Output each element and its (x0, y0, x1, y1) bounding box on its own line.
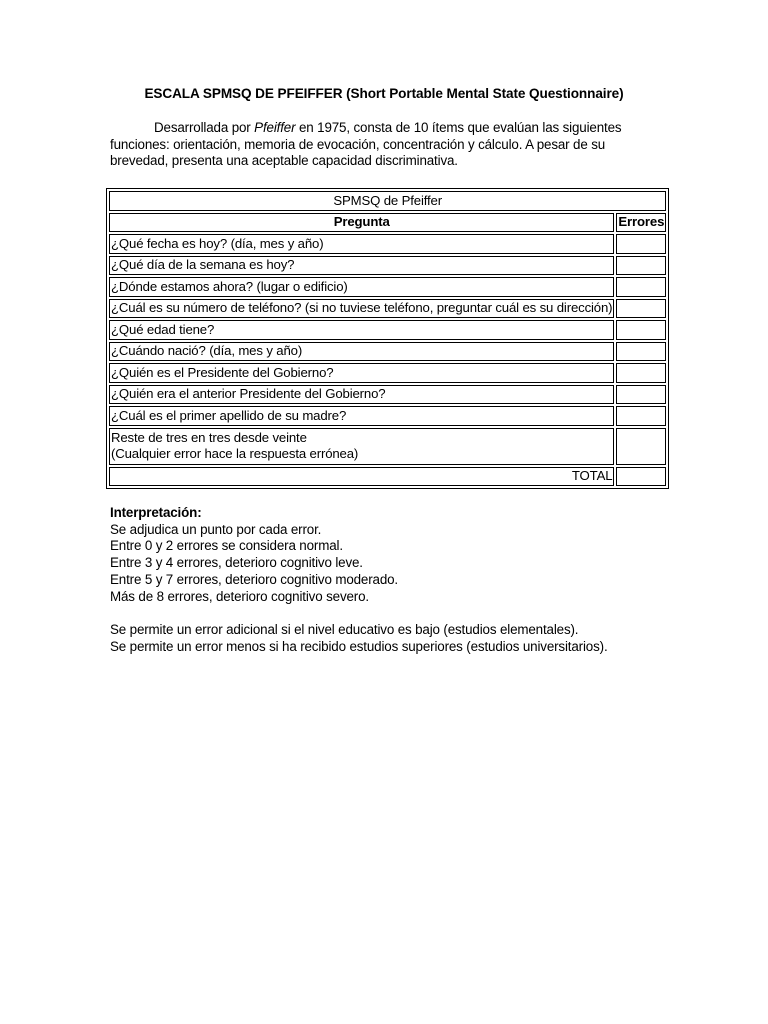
total-label: TOTAL (109, 467, 614, 487)
column-header-errors: Errores (616, 213, 666, 233)
errors-cell[interactable] (616, 406, 666, 426)
interpretation-line: Se adjudica un punto por cada error. (110, 521, 322, 537)
question-cell: ¿Quién era el anterior Presidente del Gobierno? (109, 385, 614, 405)
intro-text-before: Desarrollada por (154, 120, 255, 135)
table-row (109, 342, 666, 362)
table-row (109, 406, 666, 426)
subtraction-line-2: (Cualquier error hace la respuesta errónea) (111, 446, 359, 461)
table-row (109, 277, 666, 297)
interpretation-line: Entre 3 y 4 errores, deterioro cognitivo leve. (110, 555, 363, 571)
subtraction-line-1: Reste de tres en tres desde veinte (111, 429, 307, 445)
errors-cell[interactable] (616, 234, 666, 254)
question-cell: ¿Qué fecha es hoy? (día, mes y año) (109, 234, 614, 254)
interpretation-section (110, 505, 670, 605)
question-cell: ¿Cuál es el primer apellido de su madre? (109, 406, 614, 426)
intro-text-after: en 1975, consta de 10 ítems que evalúan las siguientes funciones: orientación, memoria de evocación, concentración y cálculo. A pesar de su brevedad, presenta una aceptable capacidad discriminativa. (110, 120, 622, 169)
intro-paragraph (110, 120, 658, 170)
total-errors-cell[interactable] (616, 467, 666, 487)
errors-cell[interactable] (616, 363, 666, 383)
question-cell: ¿Qué día de la semana es hoy? (109, 256, 614, 276)
table-row (109, 428, 666, 465)
spmsq-table (106, 188, 669, 489)
errors-cell[interactable] (616, 428, 666, 465)
question-cell: ¿Cuál es su número de teléfono? (si no tuviese teléfono, preguntar cuál es su dirección) (109, 299, 614, 319)
question-cell: ¿Qué edad tiene? (109, 320, 614, 340)
column-header-question: Pregunta (109, 213, 614, 233)
note-line: Se permite un error adicional si el nivel educativo es bajo (estudios elementales). (110, 622, 579, 637)
table-row (109, 320, 666, 340)
errors-cell[interactable] (616, 385, 666, 405)
interpretation-line: Más de 8 errores, deterioro cognitivo severo. (110, 588, 369, 604)
interpretation-line: Entre 0 y 2 errores se considera normal. (110, 538, 343, 554)
document-title: ESCALA SPMSQ DE PFEIFFER (Short Portable Mental State Questionnaire) (144, 86, 624, 101)
table-row (109, 385, 666, 405)
total-row (109, 467, 666, 487)
errors-cell[interactable] (616, 299, 666, 319)
errors-cell[interactable] (616, 320, 666, 340)
question-cell: ¿Cuándo nació? (día, mes y año) (109, 342, 614, 362)
errors-cell[interactable] (616, 342, 666, 362)
question-cell: ¿Quién es el Presidente del Gobierno? (109, 363, 614, 383)
table-row (109, 299, 666, 319)
notes-section (110, 622, 670, 655)
table-row (109, 234, 666, 254)
errors-cell[interactable] (616, 277, 666, 297)
note-line: Se permite un error menos si ha recibido estudios superiores (estudios universitarios). (110, 638, 608, 654)
question-cell-subtraction (109, 428, 614, 465)
interpretation-heading: Interpretación: (110, 505, 202, 520)
errors-cell[interactable] (616, 256, 666, 276)
table-caption: SPMSQ de Pfeiffer (109, 191, 666, 211)
interpretation-line: Entre 5 y 7 errores, deterioro cognitivo moderado. (110, 571, 398, 587)
table-row (109, 363, 666, 383)
question-cell: ¿Dónde estamos ahora? (lugar o edificio) (109, 277, 614, 297)
table-row (109, 256, 666, 276)
intro-author: Pfeiffer (254, 120, 296, 135)
